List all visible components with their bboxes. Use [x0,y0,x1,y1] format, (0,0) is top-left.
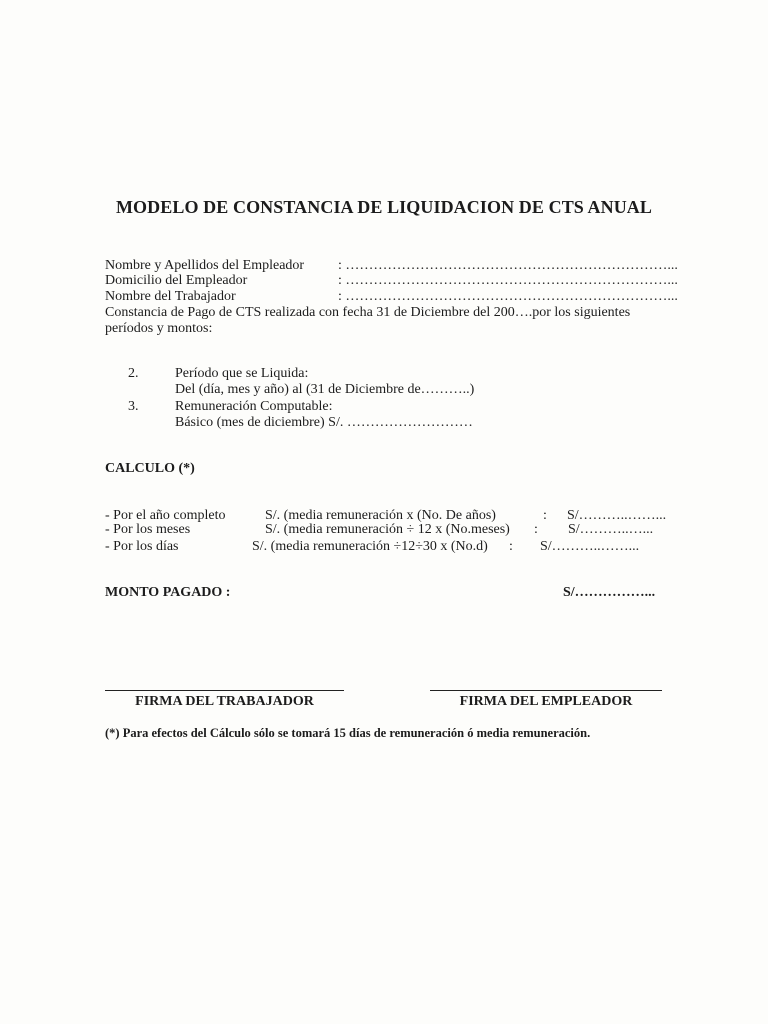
monto-pagado-label: MONTO PAGADO : [105,585,231,600]
intro-text-line2: períodos y montos: [105,321,213,336]
item-number: 2. [128,366,139,381]
field-worker-name-label: Nombre del Trabajador [105,289,236,304]
field-employer-address-label: Domicilio del Empleador [105,273,248,288]
calc-row-formula: S/. (media remuneración x (No. De años) [265,508,496,523]
footnote: (*) Para efectos del Cálculo sólo se tomará 15 días de remuneración ó media remuneración. [105,726,591,740]
monto-pagado-value: S/……………... [563,585,656,600]
item-line: Básico (mes de diciembre) S/. ……………………… [175,415,473,430]
item-line: Remuneración Computable: [175,399,333,414]
calc-row-label: - Por el año completo [105,508,226,523]
intro-text-line1: Constancia de Pago de CTS realizada con fecha 31 de Diciembre del 200….por los siguientes [105,305,631,320]
calc-row-amount: S/………..…... [568,522,654,537]
field-employer-name-value: : ……………………………………………………………... [338,258,678,273]
worker-signature-label: FIRMA DEL TRABAJADOR [135,694,314,709]
calc-row-colon: : [543,508,547,523]
worker-signature-line [105,690,344,691]
calc-row-label: - Por los meses [105,522,191,537]
calc-row-amount: S/………..……... [540,539,640,554]
item-line: Del (día, mes y año) al (31 de Diciembre de………..) [175,382,475,397]
employer-signature-line [430,690,662,691]
field-employer-address-value: : ……………………………………………………………... [338,273,678,288]
field-worker-name-value: : ……………………………………………………………... [338,289,678,304]
employer-signature-label: FIRMA DEL EMPLEADOR [459,694,633,709]
calc-row-amount: S/………..……... [567,508,667,523]
calc-row-formula: S/. (media remuneración ÷12÷30 x (No.d) [252,539,488,554]
calc-row-colon: : [509,539,513,554]
calculo-heading: CALCULO (*) [105,461,195,476]
calc-row-formula: S/. (media remuneración ÷ 12 x (No.meses) [265,522,510,537]
document-title: MODELO DE CONSTANCIA DE LIQUIDACION DE CTS ANUAL [115,197,653,217]
field-employer-name-label: Nombre y Apellidos del Empleador [105,258,305,273]
calc-row-colon: : [534,522,538,537]
item-number: 3. [128,399,139,414]
calc-row-label: - Por los días [105,539,179,554]
item-line: Período que se Liquida: [175,366,309,381]
